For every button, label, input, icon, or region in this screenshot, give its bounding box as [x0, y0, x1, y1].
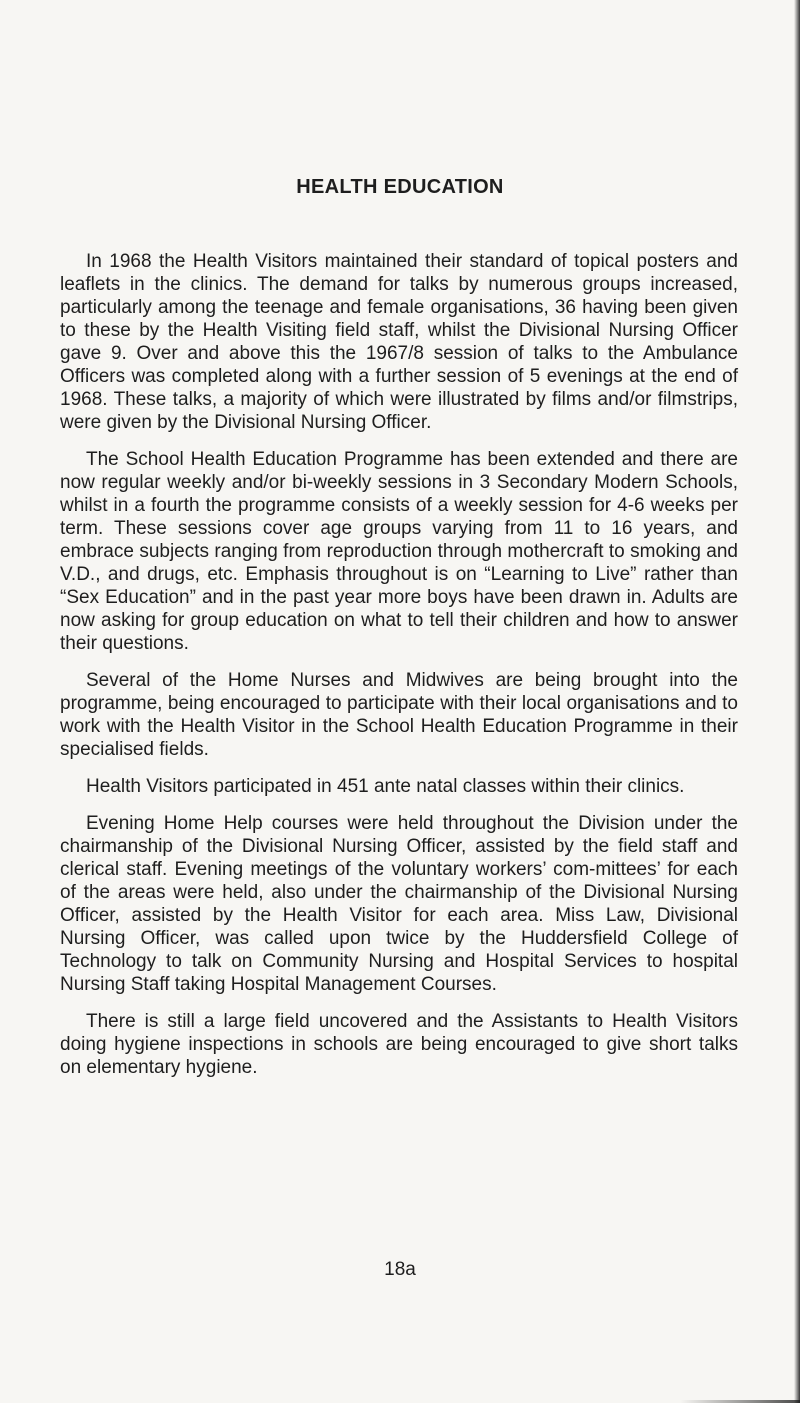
paragraph-school-programme: The School Health Education Programme has been extended and there are now regular weekly and/or bi-weekly sessions in 3 Secondary Modern Schools, whilst in a fourth the programme consists of a weekly session for 4-6 weeks per term. These sessions cover age groups varying from 11 to 16 years, and embrace subjects ranging from reproduction through mothercraft to smoking and V.D., and drugs, etc. Emphasis throughout is on “Learning to Live” rather than “Sex Education” and in the past year more boys have been drawn in. Adults are now asking for group education on what to tell their children and how to answer their questions.	[60, 449, 738, 654]
paragraph-hygiene: There is still a large field uncovered and the Assistants to Health Visitors doing hygiene inspections in schools are being encouraged to give short talks on elementary hygiene.	[60, 1011, 738, 1078]
paragraph-topical-posters: In 1968 the Health Visitors maintained their standard of topical posters and leaflets in the clinics. The demand for talks by numerous groups increased, particularly among the teenage and female organisations, 36 having been given to these by the Health Visiting field staff, whilst the Divisional Nursing Officer gave 9. Over and above this the 1967/8 session of talks to the Ambulance Officers was completed along with a further session of 5 evenings at the end of 1968. These talks, a majority of which were illustrated by films and/or filmstrips, were given by the Divisional Nursing Officer.	[60, 251, 738, 433]
paragraph-home-help-courses: Evening Home Help courses were held throughout the Division under the chairmanship of the Divisional Nursing Officer, assisted by the field staff and clerical staff. Evening meetings of the voluntary workers’ com-mittees’ for each of the areas were held, also under the chairmanship of the Divisional Nursing Officer, assisted by the Health Visitor for each area. Miss Law, Divisional Nursing Officer, was called upon twice by the Huddersfield College of Technology to talk on Community Nursing and Hospital Services to hospital Nursing Staff taking Hospital Management Courses.	[60, 813, 738, 995]
page-number: 18a	[384, 1259, 416, 1280]
paragraph-home-nurses: Several of the Home Nurses and Midwives are being brought into the programme, being encouraged to participate with their local organisations and to work with the Health Visitor in the School Health Education Programme in their specialised fields.	[60, 670, 738, 760]
paragraph-ante-natal: Health Visitors participated in 451 ante natal classes within their clinics.	[86, 776, 685, 797]
body-text	[60, 250, 738, 1093]
page-title: HEALTH EDUCATION	[296, 176, 504, 198]
page-edge-shadow	[794, 0, 800, 1403]
